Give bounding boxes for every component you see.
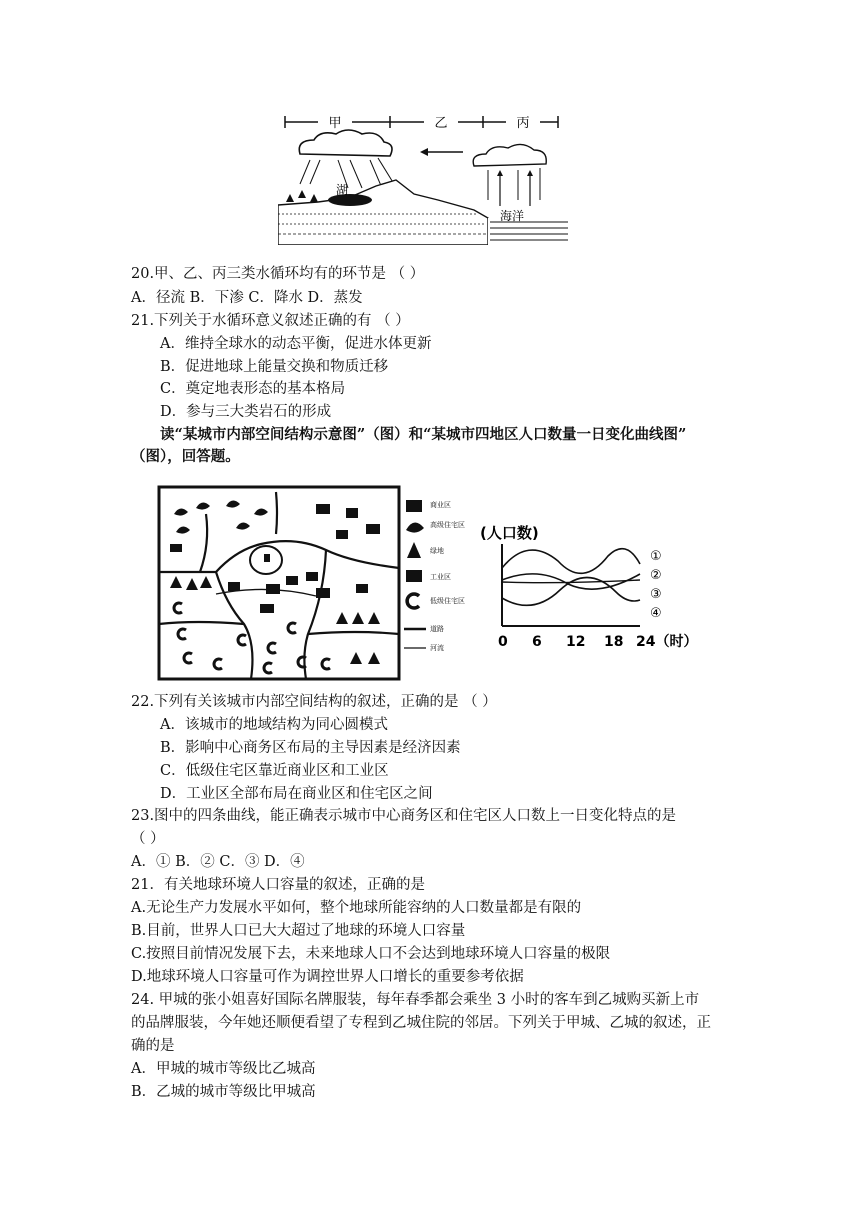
water-cycle-figure [278, 110, 568, 245]
q24-stem-line-2: 的品牌服装，今年她还顺便看望了专程到乙城住院的邻居。下列关于甲城、乙城的叙述，正 [131, 1015, 711, 1031]
q24-stem-line-3: 确的是 [131, 1038, 175, 1054]
q24-option-b: B．乙城的城市等级比甲城高 [131, 1084, 316, 1100]
q22-option-b: B．影响中心商务区布局的主导因素是经济因素 [160, 740, 461, 756]
q22-option-c: C．低级住宅区靠近商业区和工业区 [160, 763, 389, 779]
legend-commercial: 商业区 [430, 501, 451, 509]
q21b-stem: 21．有关地球环境人口容量的叙述，正确的是 [131, 877, 425, 893]
q20-stem: 20.甲、乙、丙三类水循环均有的环节是 （ ） [131, 266, 425, 282]
q20-options: A．径流 B．下渗 C．降水 D．蒸发 [131, 290, 363, 306]
intro-line-1: 读“某城市内部空间结构示意图”（图）和“某城市四地区人口数量一日变化曲线图” [160, 426, 687, 443]
segment-label-bing: 丙 [516, 116, 530, 131]
q23-stem-bracket: （ ） [131, 831, 165, 847]
ocean-cloud [473, 144, 546, 166]
q22-option-d: D．工业区全部布局在商业区和住宅区之间 [160, 786, 433, 802]
q22-option-a: A．该城市的地域结构为同心圆模式 [160, 717, 388, 733]
q24-option-a: A．甲城的城市等级比乙城高 [131, 1061, 316, 1077]
q23-stem: 23.图中的四条曲线，能正确表示城市中心商务区和住宅区人口数上一日变化特点的是 [131, 808, 677, 824]
city-structure-map [156, 484, 406, 684]
q21a-stem: 21.下列关于水循环意义叙述正确的有 （ ） [131, 313, 410, 329]
curve-1 [502, 549, 640, 574]
curve-label-3: ③ [650, 587, 662, 602]
q21b-option-d: D.地球环境人口容量可作为调控世界人口增长的重要参考依据 [131, 969, 524, 985]
curve-label-2: ② [650, 568, 662, 583]
segment-label-yi: 乙 [434, 116, 448, 131]
population-curve-chart [478, 516, 708, 656]
q21b-option-c: C.按照目前情况发展下去，未来地球人口不会达到地球环境人口容量的极限 [131, 946, 611, 962]
land-cloud [299, 130, 392, 156]
legend-industrial: 工业区 [430, 573, 451, 581]
legend-road: 道路 [430, 625, 444, 633]
x-tick-6: 6 [532, 634, 542, 650]
lake [328, 194, 372, 206]
legend-high-residence: 高级住宅区 [430, 521, 465, 529]
q21a-option-c: C．奠定地表形态的基本格局 [160, 381, 346, 397]
curve-label-1: ① [650, 549, 662, 564]
curve-4 [502, 577, 640, 605]
q21a-option-b: B．促进地球上能量交换和物质迁移 [160, 359, 389, 375]
q22-stem: 22.下列有关该城市内部空间结构的叙述，正确的是 （ ） [131, 694, 497, 710]
lake-label: 湖 [336, 183, 349, 197]
x-tick-12: 12 [566, 634, 586, 650]
legend-low-residence: 低级住宅区 [430, 597, 465, 605]
q21b-option-b: B.目前，世界人口已大大超过了地球的环境人口容量 [131, 923, 466, 939]
population-ylabel: (人口数) [480, 524, 539, 542]
q23-options: A．① B．② C．③ D．④ [131, 854, 305, 870]
x-tick-0: 0 [498, 634, 508, 650]
x-tick-18: 18 [604, 634, 624, 650]
q21b-option-a: A.无论生产力发展水平如何，整个地球所能容纳的人口数量都是有限的 [131, 900, 582, 916]
legend-green: 绿地 [430, 547, 444, 555]
x-tick-24: 24（时） [636, 634, 698, 650]
curve-label-4: ④ [650, 606, 662, 621]
intro-line-2: （图），回答题。 [131, 448, 240, 465]
q21a-option-d: D．参与三大类岩石的形成 [160, 404, 332, 420]
q24-stem-line-1: 24. 甲城的张小姐喜好国际名牌服装，每年春季都会乘坐 3 小时的客车到乙城购买新上市 [131, 992, 700, 1008]
ocean-label: 海洋 [500, 209, 525, 223]
q21a-option-a: A．维持全球水的动态平衡，促进水体更新 [160, 336, 432, 352]
legend-river: 河流 [430, 644, 444, 652]
segment-label-jia: 甲 [328, 116, 342, 131]
